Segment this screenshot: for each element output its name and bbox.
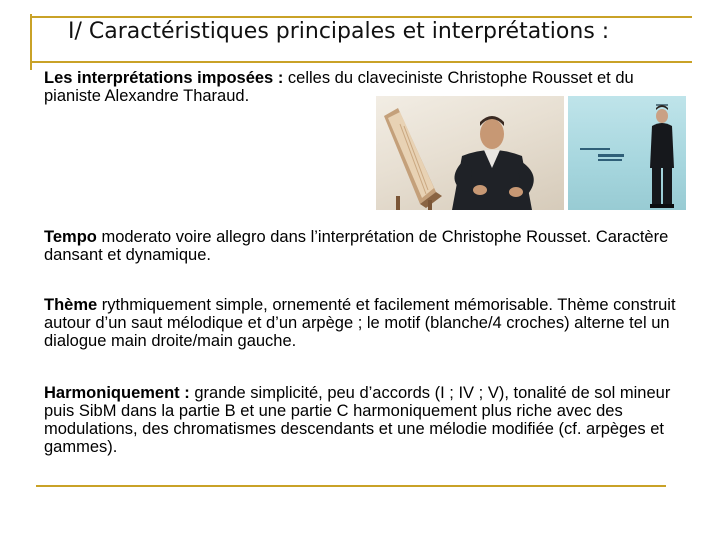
paragraph-harmony [44,384,684,456]
paragraph-harmony-heading: Harmoniquement : [44,384,190,402]
paragraph-interpretations-text: celles du claveciniste Christophe Rousset et du pianiste Alexandre Tharaud. [44,69,634,105]
slide-title: I/ Caractéristiques principales et interprétations : [68,19,610,44]
harpsichordist-photo [376,96,564,210]
paragraph-interpretations-heading: Les interprétations imposées : [44,69,284,87]
paragraph-tempo-heading: Tempo [44,228,97,246]
bottom-rule [36,485,666,487]
paragraph-harmony-text: grande simplicité, peu d’accords (I ; IV ; V), tonalité de sol mineur puis SibM dans la partie B et une partie C harmoniquement plus riche avec des modulations, des chromatismes descendants et une mélodie modifiée (cf. arpèges et gammes). [44,384,671,456]
paragraph-tempo [44,228,684,264]
paragraph-theme-heading: Thème [44,296,98,314]
paragraph-theme-text: rythmiquement simple, ornementé et facilement mémorisable. Thème construit autour d’un saut mélodique et d’un arpège ; le motif (blanche/4 croches) alterne tel un dialogue main droite/main gauche. [44,296,676,350]
title-frame-bottom-border [30,61,692,63]
album-cover-photo [568,96,686,210]
paragraph-tempo-text: moderato voire allegro dans l’interprétation de Christophe Rousset. Caractère dansant et dynamique. [44,228,669,264]
paragraph-theme [44,296,684,350]
title-frame-top-border [30,16,692,18]
